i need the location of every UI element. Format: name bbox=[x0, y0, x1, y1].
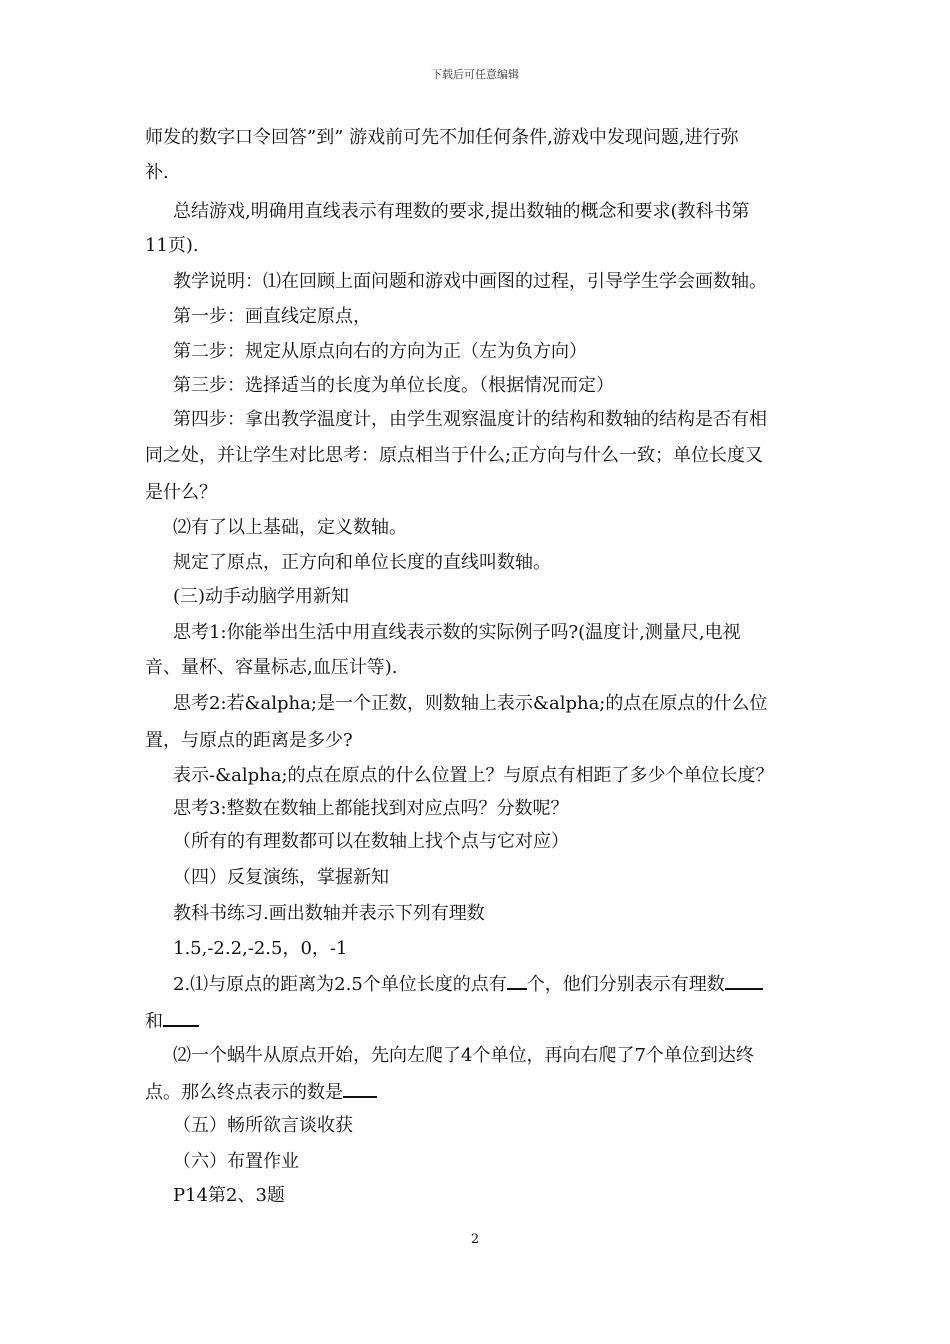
paragraph-line: 师发的数字口令回答”到” 游戏前可先不加任何条件,游戏中发现问题,进行弥 bbox=[145, 127, 739, 148]
exercise-line bbox=[145, 1080, 825, 1105]
exercise-line bbox=[145, 1009, 825, 1034]
paragraph-line: 同之处，并让学生对比思考：原点相当于什么;正方向与什么一致；单位长度又 bbox=[145, 445, 764, 466]
question-line: 置，与原点的距离是多少? bbox=[145, 730, 353, 751]
step-line: 第四步：拿出教学温度计，由学生观察温度计的结构和数轴的结构是否有相 bbox=[173, 409, 767, 430]
answer-blank bbox=[725, 972, 763, 990]
definition-line: 规定了原点，正方向和单位长度的直线叫数轴。 bbox=[173, 552, 551, 573]
answer-blank bbox=[507, 972, 527, 990]
question-line: 思考3:整数在数轴上都能找到对应点吗？分数呢？ bbox=[173, 798, 569, 819]
question-line: 表示-&alpha;的点在原点的什么位置上？与原点有相距了多少个单位长度？ bbox=[173, 765, 774, 786]
exercise-line bbox=[173, 972, 825, 997]
section-heading: (三)动手动脑学用新知 bbox=[173, 586, 350, 607]
exercise-line: ⑵一个蜗牛从原点开始，先向左爬了4个单位，再向右爬了7个单位到达终 bbox=[173, 1045, 754, 1066]
step-line: 第一步：画直线定原点， bbox=[173, 306, 371, 327]
section-heading: （六）布置作业 bbox=[173, 1151, 299, 1172]
paragraph-line: 总结游戏,明确用直线表示有理数的要求,提出数轴的概念和要求(教科书第 bbox=[173, 201, 750, 222]
exercise-text: 点。那么终点表示的数是 bbox=[145, 1082, 343, 1103]
step-line: 第三步：选择适当的长度为单位长度。（根据情况而定） bbox=[173, 375, 614, 396]
homework-line: P14第2、3题 bbox=[173, 1185, 285, 1206]
section-heading: （五）畅所欲言谈收获 bbox=[173, 1115, 353, 1136]
question-line: 思考2:若&alpha;是一个正数，则数轴上表示&alpha;的点在原点的什么位 bbox=[173, 693, 768, 714]
page-number: 2 bbox=[470, 1232, 480, 1247]
answer-blank bbox=[163, 1009, 199, 1027]
paragraph-line: 补. bbox=[145, 162, 169, 183]
question-line: 音、量杯、容量标志,血压计等). bbox=[145, 657, 398, 678]
page-header: 下载后可任意编辑 bbox=[431, 68, 519, 81]
question-line: 思考1:你能举出生活中用直线表示数的实际例子吗?(温度计,测量尺,电视 bbox=[173, 622, 741, 643]
exercise-line: 1.5,-2.2,-2.5，0，-1 bbox=[173, 938, 348, 959]
exercise-line: 教科书练习.画出数轴并表示下列有理数 bbox=[173, 903, 485, 924]
exercise-text: 个，他们分别表示有理数 bbox=[526, 974, 725, 995]
answer-line: （所有的有理数都可以在数轴上找个点与它对应） bbox=[173, 831, 569, 852]
paragraph-line: ⑵有了以上基础，定义数轴。 bbox=[173, 517, 407, 538]
answer-blank bbox=[343, 1080, 377, 1098]
paragraph-line: 教学说明：⑴在回顾上面问题和游戏中画图的过程，引导学生学会画数轴。 bbox=[173, 271, 767, 292]
paragraph-line: 是什么？ bbox=[145, 482, 217, 503]
step-line: 第二步：规定从原点向右的方向为正（左为负方向） bbox=[173, 341, 587, 362]
section-heading: （四）反复演练，掌握新知 bbox=[173, 867, 389, 888]
exercise-text: 2.⑴与原点的距离为2.5个单位长度的点有 bbox=[173, 974, 507, 995]
paragraph-line: 11页). bbox=[145, 235, 199, 256]
exercise-text: 和 bbox=[145, 1011, 163, 1032]
